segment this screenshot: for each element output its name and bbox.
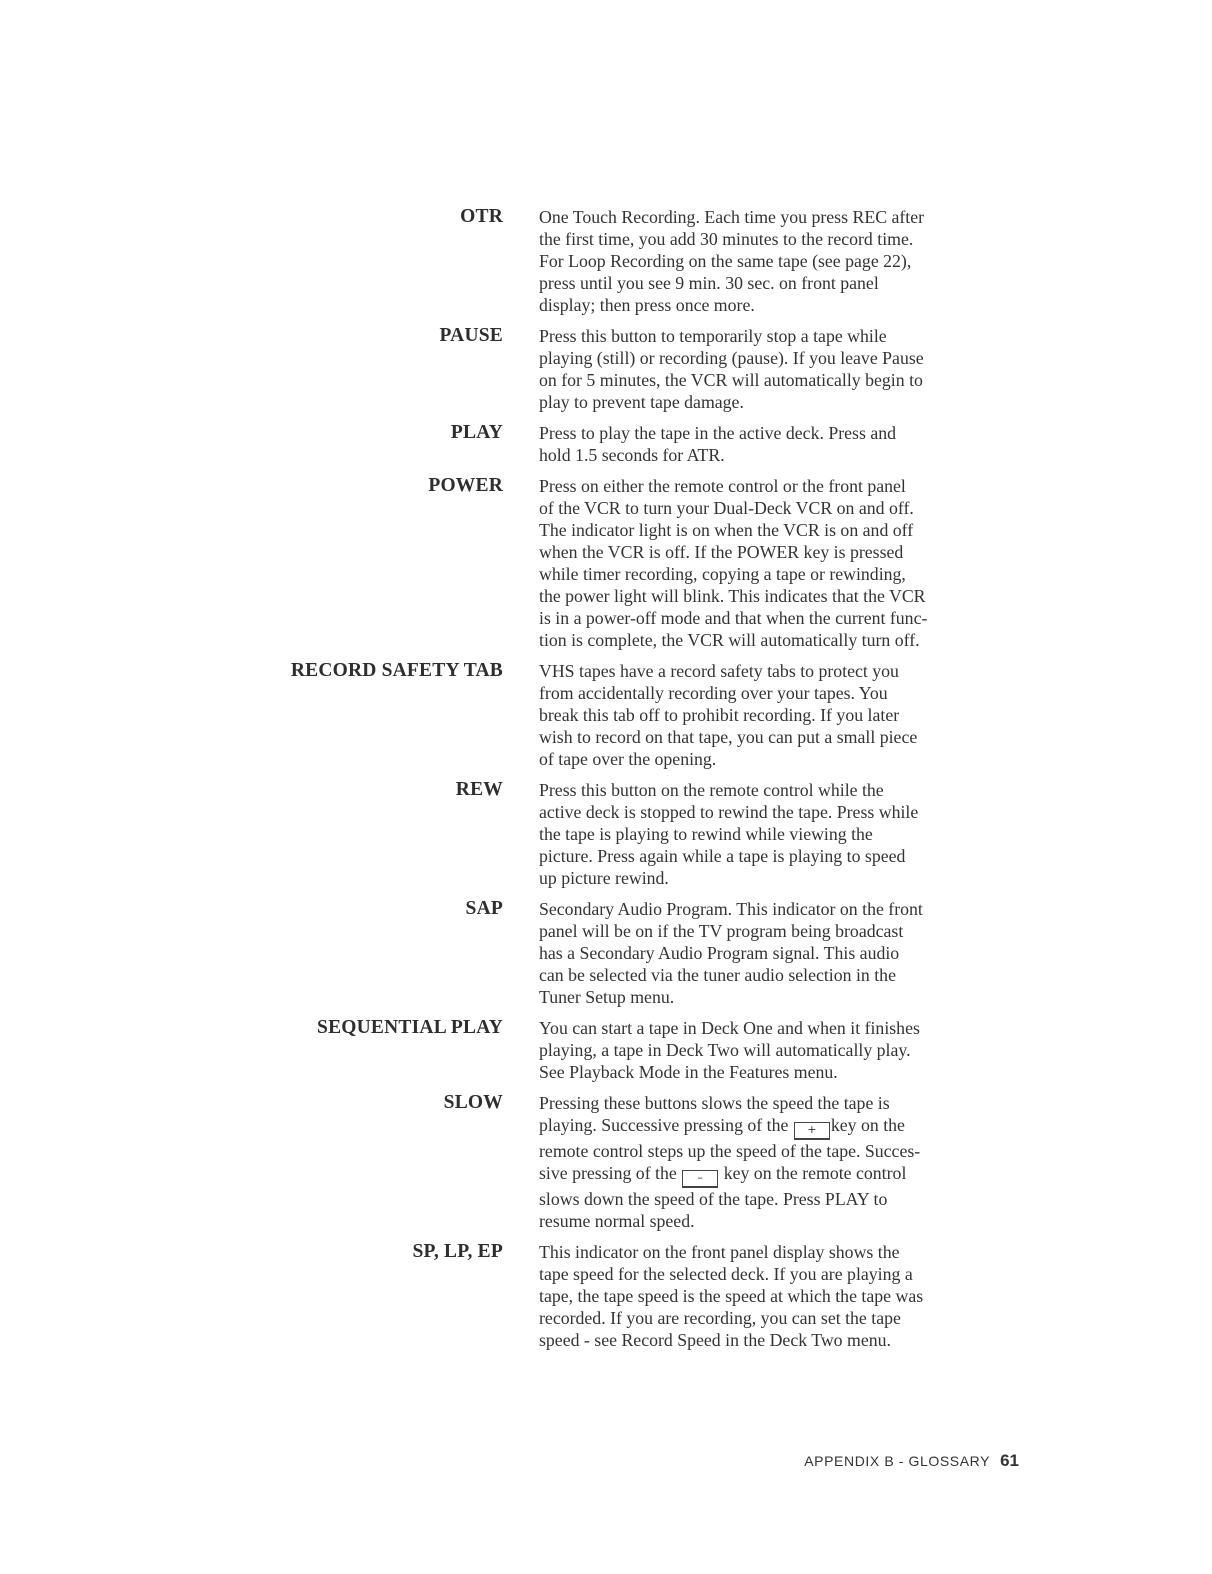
- definition-line: panel will be on if the TV program being broadcast: [539, 921, 904, 941]
- definition-line: is in a power-off mode and that when the current func-: [539, 608, 928, 628]
- definition-line: wish to record on that tape, you can put a small piece: [539, 727, 918, 747]
- definition-line: the tape is playing to rewind while viewing the: [539, 824, 873, 844]
- glossary-entry-record-safety-tab: [0, 660, 1212, 770]
- glossary: [0, 206, 1212, 1351]
- definition-line: playing (still) or recording (pause). If you leave Pause: [539, 348, 924, 368]
- glossary-definition: [539, 206, 1059, 316]
- definition-text: key on the remote control: [723, 1163, 907, 1183]
- definition-line: Press this button on the remote control while the: [539, 780, 884, 800]
- glossary-entry-sp-lp-ep: [0, 1241, 1212, 1351]
- definition-line: VHS tapes have a record safety tabs to protect you: [539, 661, 899, 681]
- definition-line: [539, 1162, 1059, 1188]
- glossary-entry-sequential-play: [0, 1017, 1212, 1083]
- glossary-definition: [539, 898, 1059, 1008]
- glossary-term: SEQUENTIAL PLAY: [317, 1017, 503, 1038]
- glossary-definition: [539, 1017, 1059, 1083]
- glossary-definition: [539, 660, 1059, 770]
- definition-line: display; then press once more.: [539, 295, 755, 315]
- definition-line: The indicator light is on when the VCR is on and off: [539, 520, 914, 540]
- minus-key-icon: –: [682, 1170, 718, 1188]
- page-footer: [804, 1451, 1019, 1471]
- definition-line: the first time, you add 30 minutes to the record time.: [539, 229, 914, 249]
- definition-line: For Loop Recording on the same tape (see page 22),: [539, 251, 912, 271]
- glossary-definition: [539, 1092, 1059, 1232]
- footer-section-title: APPENDIX B - GLOSSARY: [804, 1453, 991, 1469]
- definition-line: playing, a tape in Deck Two will automatically play.: [539, 1040, 911, 1060]
- glossary-definition: [539, 779, 1059, 889]
- definition-line: has a Secondary Audio Program signal. This audio: [539, 943, 900, 963]
- glossary-term: PAUSE: [439, 325, 503, 346]
- definition-line: recorded. If you are recording, you can set the tape: [539, 1308, 901, 1328]
- definition-line: See Playback Mode in the Features menu.: [539, 1062, 838, 1082]
- glossary-term: POWER: [428, 475, 503, 496]
- definition-line: while timer recording, copying a tape or rewinding,: [539, 564, 906, 584]
- definition-line: when the VCR is off. If the POWER key is pressed: [539, 542, 904, 562]
- definition-line: Press on either the remote control or the front panel: [539, 476, 906, 496]
- definition-line: One Touch Recording. Each time you press REC after: [539, 207, 925, 227]
- glossary-term: PLAY: [450, 422, 503, 443]
- definition-line: picture. Press again while a tape is playing to speed: [539, 846, 906, 866]
- definition-text: sive pressing of the: [539, 1163, 677, 1183]
- definition-line: resume normal speed.: [539, 1211, 695, 1231]
- glossary-entry-sap: [0, 898, 1212, 1008]
- glossary-entry-pause: [0, 325, 1212, 413]
- glossary-definition: [539, 325, 1059, 413]
- glossary-entry-otr: [0, 206, 1212, 316]
- definition-line: This indicator on the front panel display shows the: [539, 1242, 900, 1262]
- definition-line: break this tab off to prohibit recording. If you later: [539, 705, 900, 725]
- definition-line: from accidentally recording over your tapes. You: [539, 683, 888, 703]
- glossary-entry-slow: [0, 1092, 1212, 1232]
- definition-line: of the VCR to turn your Dual-Deck VCR on and off.: [539, 498, 914, 518]
- definition-text: playing. Successive pressing of the: [539, 1115, 789, 1135]
- definition-text: key on the: [830, 1115, 905, 1135]
- definition-line: active deck is stopped to rewind the tape. Press while: [539, 802, 919, 822]
- glossary-term: REW: [455, 779, 503, 800]
- glossary-definition: [539, 422, 1059, 466]
- definition-line: Press this button to temporarily stop a tape while: [539, 326, 887, 346]
- glossary-term: SAP: [465, 898, 503, 919]
- definition-line: [539, 1114, 1059, 1140]
- definition-line: tion is complete, the VCR will automatically turn off.: [539, 630, 920, 650]
- glossary-definition: [539, 1241, 1059, 1351]
- definition-line: tape speed for the selected deck. If you are playing a: [539, 1264, 913, 1284]
- plus-key-icon: +: [794, 1122, 830, 1140]
- definition-line: play to prevent tape damage.: [539, 392, 744, 412]
- page-number: 61: [1000, 1451, 1019, 1470]
- definition-line: hold 1.5 seconds for ATR.: [539, 445, 725, 465]
- glossary-term: SLOW: [443, 1092, 503, 1113]
- glossary-entry-play: [0, 422, 1212, 466]
- glossary-term: OTR: [460, 206, 503, 227]
- definition-line: remote control steps up the speed of the tape. Succes-: [539, 1141, 921, 1161]
- definition-line: slows down the speed of the tape. Press PLAY to: [539, 1189, 888, 1209]
- glossary-term: RECORD SAFETY TAB: [290, 660, 503, 681]
- definition-line: speed - see Record Speed in the Deck Two menu.: [539, 1330, 891, 1350]
- glossary-entry-power: [0, 475, 1212, 651]
- definition-line: tape, the tape speed is the speed at which the tape was: [539, 1286, 924, 1306]
- definition-line: up picture rewind.: [539, 868, 669, 888]
- definition-line: Press to play the tape in the active deck. Press and: [539, 423, 897, 443]
- definition-line: press until you see 9 min. 30 sec. on front panel: [539, 273, 879, 293]
- definition-line: You can start a tape in Deck One and when it finishes: [539, 1018, 920, 1038]
- definition-line: Tuner Setup menu.: [539, 987, 675, 1007]
- definition-line: of tape over the opening.: [539, 749, 717, 769]
- definition-line: can be selected via the tuner audio selection in the: [539, 965, 896, 985]
- glossary-term: SP, LP, EP: [412, 1241, 503, 1262]
- definition-line: on for 5 minutes, the VCR will automatically begin to: [539, 370, 923, 390]
- definition-line: the power light will blink. This indicates that the VCR: [539, 586, 926, 606]
- glossary-definition: [539, 475, 1059, 651]
- definition-line: Pressing these buttons slows the speed the tape is: [539, 1093, 890, 1113]
- glossary-entry-rew: [0, 779, 1212, 889]
- definition-line: Secondary Audio Program. This indicator on the front: [539, 899, 923, 919]
